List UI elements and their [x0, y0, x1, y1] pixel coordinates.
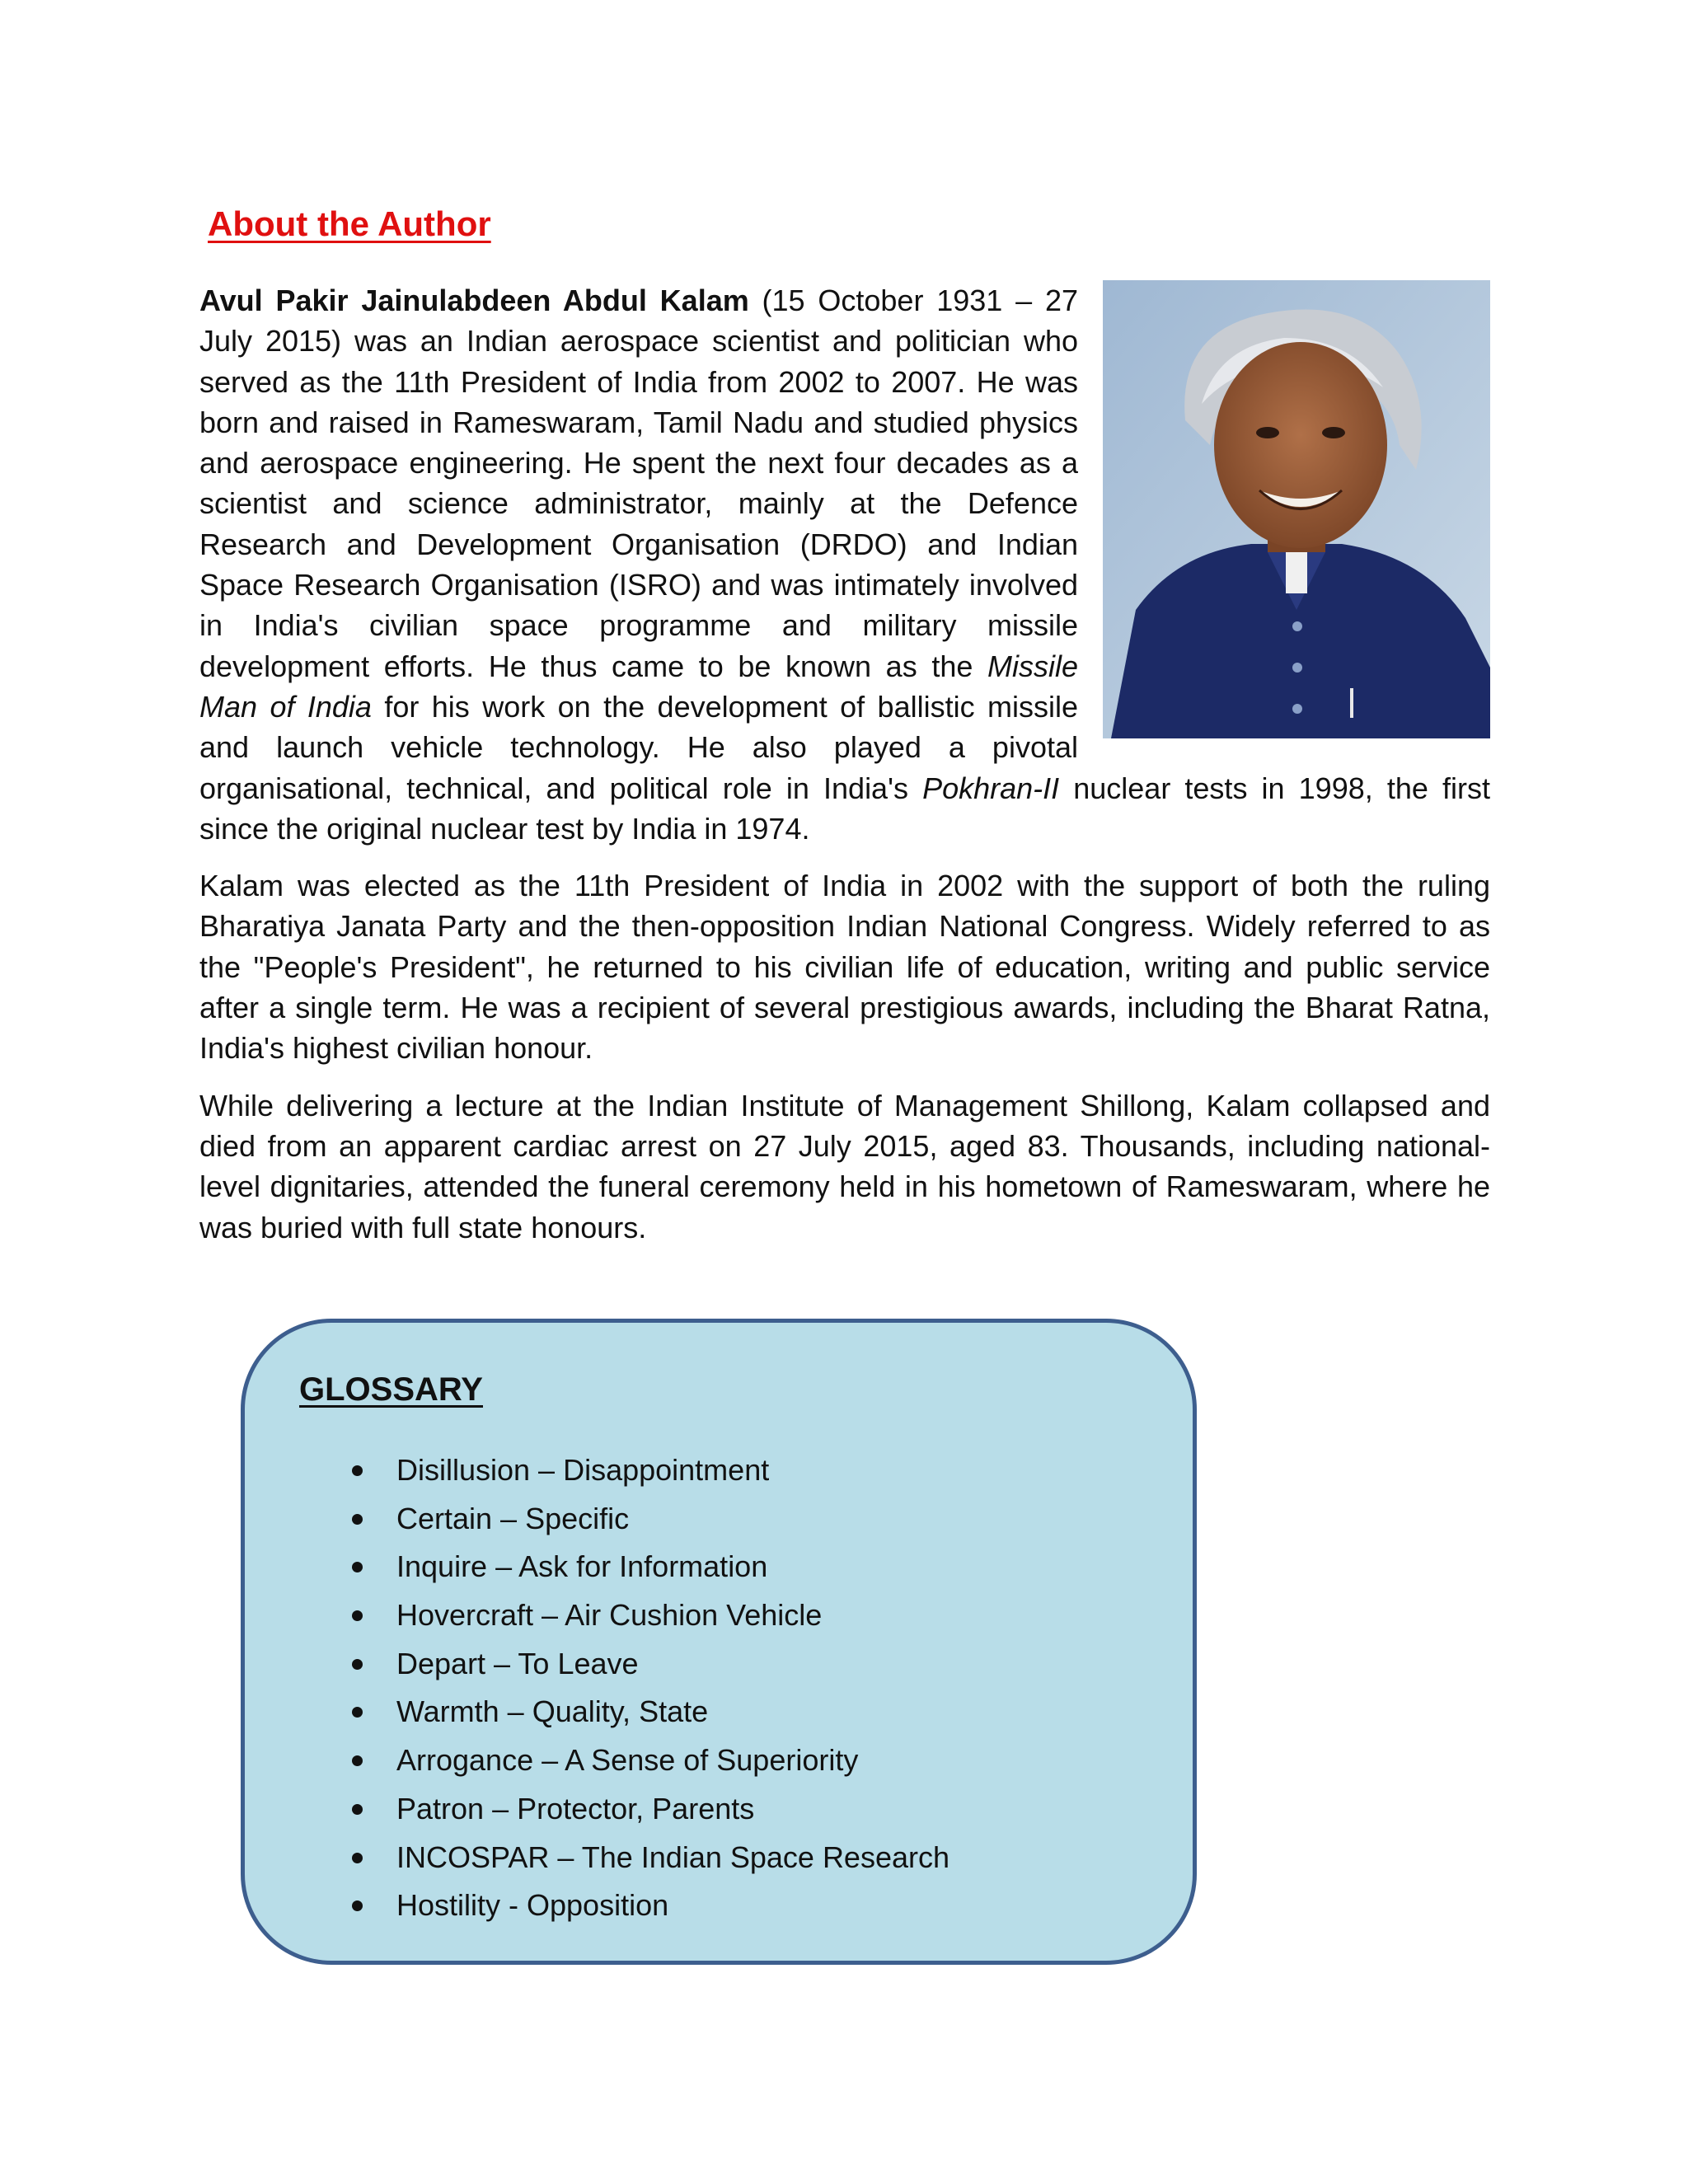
bullet-icon — [352, 1853, 363, 1863]
glossary-item-text: Hovercraft – Air Cushion Vehicle — [396, 1598, 823, 1633]
glossary-item-text: Patron – Protector, Parents — [396, 1791, 755, 1825]
bullet-icon — [352, 1804, 363, 1815]
glossary-item — [245, 1882, 950, 1930]
bullet-icon — [352, 1610, 363, 1621]
glossary-item-text: Disillusion – Disappointment — [396, 1453, 770, 1487]
glossary-item-text: Hostility - Opposition — [396, 1888, 669, 1923]
bullet-icon — [352, 1465, 363, 1476]
bullet-icon — [352, 1755, 363, 1766]
page-heading: About the Author — [208, 204, 491, 243]
glossary-list — [245, 1446, 950, 1930]
bullet-icon — [352, 1514, 363, 1525]
glossary-item — [245, 1591, 950, 1640]
author-photo — [1103, 280, 1490, 738]
author-bio — [199, 280, 1490, 1264]
bullet-icon — [352, 1659, 363, 1670]
glossary-box — [241, 1319, 1197, 1965]
glossary-item — [245, 1543, 950, 1591]
glossary-item — [245, 1640, 950, 1689]
bio-text-b: for his work on the development of ballistic missile and launch vehicle technology. He also played a pivotal organisational, technical, and political role in India's — [199, 689, 1078, 805]
glossary-item — [245, 1446, 950, 1495]
glossary-item-text: Arrogance – A Sense of Superiority — [396, 1743, 859, 1778]
glossary-item — [245, 1785, 950, 1834]
bullet-icon — [352, 1707, 363, 1718]
glossary-item-text: Warmth – Quality, State — [396, 1694, 709, 1729]
glossary-item — [245, 1736, 950, 1785]
bullet-icon — [352, 1562, 363, 1572]
glossary-item-text: Inquire – Ask for Information — [396, 1549, 768, 1584]
bio-text-a: (15 October 1931 – 27 July 2015) was an Indian aerospace scientist and politician who served as the 11th President of India from 2002 to 2007. He was born and raised in Rameswaram, Tamil Nadu and studied physics and aerospace engineering. He spent the next four decades as a scientist and science administrator, mainly at the Defence Research and Development Organisation (DRDO) and Indian Space Research Organisation (ISRO) and was intimately involved in India's civilian space programme and military missile development efforts. He thus came to be known as the — [199, 284, 1079, 683]
glossary-title: GLOSSARY — [299, 1371, 483, 1408]
glossary-item — [245, 1834, 950, 1882]
author-name: Avul Pakir Jainulabdeen Abdul Kalam — [199, 284, 749, 317]
portrait-photo-icon — [1103, 280, 1490, 738]
glossary-item — [245, 1688, 950, 1736]
bio-italic-a: Missile Man of India — [199, 649, 1078, 724]
bio-italic-b: Pokhran-II — [922, 771, 1060, 805]
glossary-item-text: Certain – Specific — [396, 1501, 630, 1535]
bio-paragraph-2: Kalam was elected as the 11th President of India in 2002 with the support of both the ruling Bharatiya Janata Party and the then-opposition Indian National Congress. Widely referred to as the "People's President", he returned to his civilian life of education, writing and public service after a single term. He was a recipient of several prestigious awards, including the Bharat Ratna, India's highest civilian honour. — [199, 869, 1490, 1066]
glossary-item-text: Depart – To Leave — [396, 1646, 639, 1680]
bio-text-c: nuclear tests in 1998, the first since the original nuclear test by India in 1974. — [199, 771, 1490, 846]
bio-paragraph-3: While delivering a lecture at the Indian Institute of Management Shillong, Kalam collapsed and died from an apparent cardiac arrest on 27 July 2015, aged 83. Thousands, including national-level dignitaries, attended the funeral ceremony held in his hometown of Rameswaram, where he was buried with full state honours. — [199, 1088, 1490, 1244]
glossary-item-text: INCOSPAR – The Indian Space Research — [396, 1840, 950, 1874]
bullet-icon — [352, 1900, 363, 1911]
glossary-item — [245, 1495, 950, 1544]
